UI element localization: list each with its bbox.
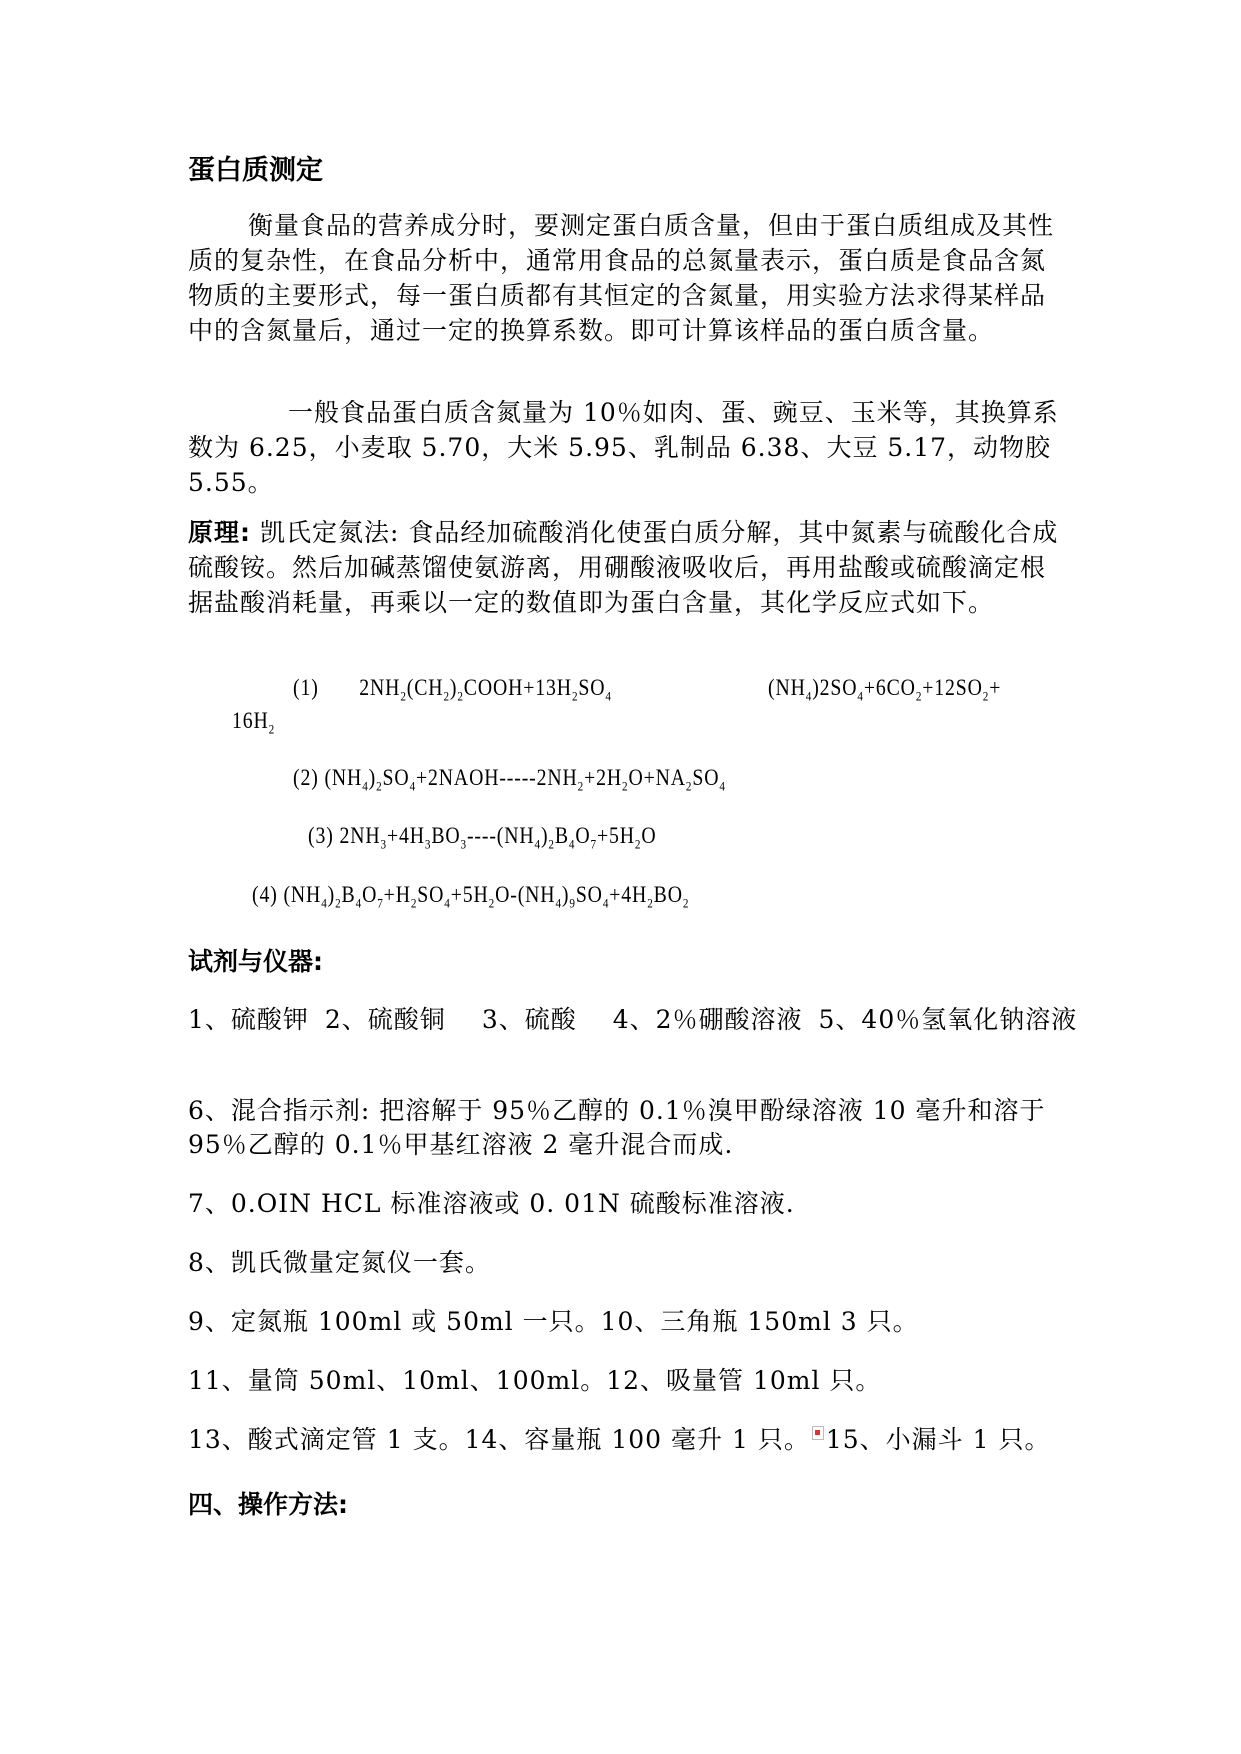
principle-paragraph [188,515,1068,620]
reagent-item-11-12: 11、量筒 50ml、10ml、100ml。12、吸量管 10ml 只。 [188,1366,882,1395]
intro-paragraph: 衡量食品的营养成分时，要测定蛋白质含量，但由于蛋白质组成及其性质的复杂性，在食品分析中，通常用食品的总氮量表示，蛋白质是食品含氮物质的主要形式，每一蛋白质都有其恒定的含氮量，用实验方法求得某样品中的含氮量后，通过一定的换算系数。即可计算该样品的蛋白质含量。 [188,211,1055,345]
reagent-item-13-15 [188,1423,1088,1457]
reagent-item-4: 4、2％硼酸溶液 [612,1005,803,1034]
reagent-item-15: 15、小漏斗 1 只。 [825,1425,1051,1454]
reagent-item-3: 3、硫酸 [481,1005,577,1034]
reagents-heading: 试剂与仪器: [188,947,323,976]
equation-4-number: (4) [252,882,278,907]
equation-1-continued: $16H_2$ [232,708,276,737]
equation-3-number: (3) [308,823,334,848]
reagent-list-1-5 [188,1003,1088,1037]
equation-4: (4) $(NH_4)_2B_4O_7+H_2SO_4+5H_2O-(NH_4)_9SO_4+4H_2BO_2$ [252,882,690,911]
broken-image-icon [812,1426,824,1440]
equation-2-number: (2) [293,765,319,790]
principle-label: 原理: [188,518,251,547]
equation-1-number: (1) [293,675,319,700]
operation-heading: 四、操作方法: [188,1490,348,1519]
reagent-item-6: 6、混合指示剂: 把溶解于 95％乙醇的 0.1％溴甲酚绿溶液 10 毫升和溶于 95％乙醇的 0.1％甲基红溶液 2 毫升混合而成. [188,1096,1046,1159]
reagent-item-13-14: 13、酸式滴定管 1 支。14、容量瓶 100 毫升 1 只。 [188,1425,810,1454]
reagent-item-7: 7、0.OIN HCL 标准溶液或 0. 01N 硫酸标准溶液. [188,1189,795,1218]
page-title: 蛋白质测定 [188,155,323,186]
reagent-item-5: 5、40％氢氧化钠溶液 [818,1005,1078,1034]
equation-2: (2) $(NH_4)_2SO_4+2NAOH-----2NH_2+2H_2O+NA_2SO_4$ [293,765,726,794]
equation-1-right: $(NH_4)2SO_4+6CO_2+12SO_2+$ [768,675,1002,704]
reagent-item-8: 8、凯氏微量定氮仪一套。 [188,1248,491,1277]
principle-text: 凯氏定氮法: 食品经加硫酸消化使蛋白质分解，其中氮素与硫酸化合成硫酸铵。然后加碱蒸馏使氨游离，用硼酸液吸收后，再用盐酸或硫酸滴定根据盐酸消耗量，再乘以一定的数值即为蛋白含量，其化学反应式如下。 [188,518,1059,617]
reagent-item-1: 1、硫酸钾 [188,1005,309,1034]
reagent-item-2: 2、硫酸铜 [324,1005,446,1034]
equation-3: (3) $2NH_3+4H_3BO_3----(NH_4)_2B_4O_7+5H_2O$ [308,823,657,852]
equation-1-left: (1) $2NH_2(CH_2)_2COOH+13H_2SO_4$ [293,675,612,704]
nitrogen-factor-paragraph: 一般食品蛋白质含氮量为 10％如肉、蛋、豌豆、玉米等，其换算系数为 6.25，小麦取 5.70，大米 5.95、乳制品 6.38、大豆 5.17，动物胶 5.55。 [188,398,1059,497]
reagent-item-9-10: 9、定氮瓶 100ml 或 50ml 一只。10、三角瓶 150ml 3 只。 [188,1307,919,1336]
